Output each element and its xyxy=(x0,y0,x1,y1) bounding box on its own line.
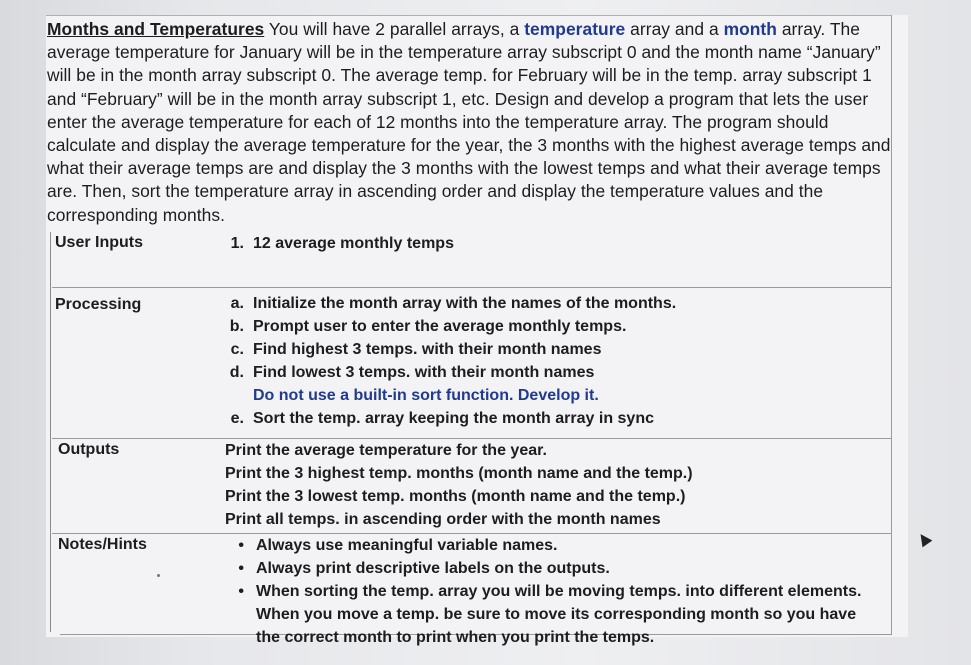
list-item xyxy=(216,315,892,338)
list-marker: 1. xyxy=(230,235,244,252)
list-item-text: Initialize the month array with the names of the months. xyxy=(253,295,677,312)
list-item-text: Prompt user to enter the average monthly temps. xyxy=(253,318,627,335)
row-content xyxy=(216,288,892,439)
keyword-temperature: temperature xyxy=(524,19,626,39)
output-line: Print the 3 lowest temp. months (month name and the temp.) xyxy=(225,488,686,505)
list-item xyxy=(216,534,892,557)
continuation-line: the correct month to print when you print the temps. xyxy=(256,629,655,646)
table-border-top xyxy=(46,15,892,16)
list-marker: a. xyxy=(230,295,244,312)
list-item xyxy=(216,232,892,255)
list-item-text: Find highest 3 temps. with their month names xyxy=(253,341,602,358)
list-marker: d. xyxy=(229,364,244,381)
list-item xyxy=(216,407,892,430)
list-marker: c. xyxy=(230,341,244,358)
assignment-description xyxy=(47,18,902,227)
list-item xyxy=(216,361,892,384)
table-row-user-inputs xyxy=(52,232,892,288)
output-line: Print all temps. in ascending order with the month names xyxy=(225,511,661,528)
list-item xyxy=(216,292,892,315)
description-text: array and a xyxy=(625,19,724,39)
sort-note: Do not use a built-in sort function. Develop it. xyxy=(253,387,599,404)
stray-dot xyxy=(157,574,160,577)
row-label: User Inputs xyxy=(52,232,216,288)
list-item-text: Always print descriptive labels on the outputs. xyxy=(256,560,610,577)
requirements-table xyxy=(52,232,892,652)
list-item-text: When sorting the temp. array you will be moving temps. into different elements. xyxy=(256,583,862,600)
bullet-icon: • xyxy=(238,537,244,554)
continuation-line: When you move a temp. be sure to move its corresponding month so you have xyxy=(256,606,857,623)
list-item-text: Find lowest 3 temps. with their month names xyxy=(253,364,595,381)
description-text: You will have 2 parallel arrays, a xyxy=(264,19,525,39)
row-label: Notes/Hints xyxy=(58,536,147,553)
table-row-outputs xyxy=(52,439,892,534)
assignment-title: Months and Temperatures xyxy=(47,19,265,39)
output-line: Print the 3 highest temp. months (month name and the temp.) xyxy=(225,465,693,482)
bullet-icon: • xyxy=(238,560,244,577)
row-content xyxy=(216,232,892,288)
list-item-text: Sort the temp. array keeping the month array in sync xyxy=(253,410,654,427)
row-content xyxy=(216,439,892,534)
keyword-month: month xyxy=(723,19,777,39)
list-item-text: Always use meaningful variable names. xyxy=(256,537,558,554)
description-text: array. The average temperature for January will be in the temperature array subscript 0 and the month name “January” will be in the month array subscript 0. The average temp. for February will be in the temp. array subscript 1 and “February” will be in the month array subscript 1, etc. Design and develop a program that lets the user enter the average temperature for each of 12 months into the temperature array. The program should calculate and display the average temperature for the year, the 3 months with the highest average temps and what their average temps are and display the 3 months with the lowest temps and what their average temps are. Then, sort the temperature array in ascending order and display the temperature values and the corresponding months. xyxy=(47,19,891,225)
list-item xyxy=(216,580,892,603)
list-marker: b. xyxy=(229,318,244,335)
list-item xyxy=(216,557,892,580)
mouse-cursor-icon xyxy=(916,531,933,548)
list-item xyxy=(216,338,892,361)
table-border-left xyxy=(50,232,51,632)
list-marker: e. xyxy=(230,410,244,427)
bullet-icon: • xyxy=(238,583,244,600)
row-label: Processing xyxy=(52,288,216,439)
list-item-text: 12 average monthly temps xyxy=(253,235,454,252)
output-line: Print the average temperature for the year. xyxy=(225,442,547,459)
row-label: Outputs xyxy=(52,439,216,534)
table-row-processing xyxy=(52,288,892,439)
table-row-notes xyxy=(52,534,892,653)
row-content xyxy=(216,534,892,653)
